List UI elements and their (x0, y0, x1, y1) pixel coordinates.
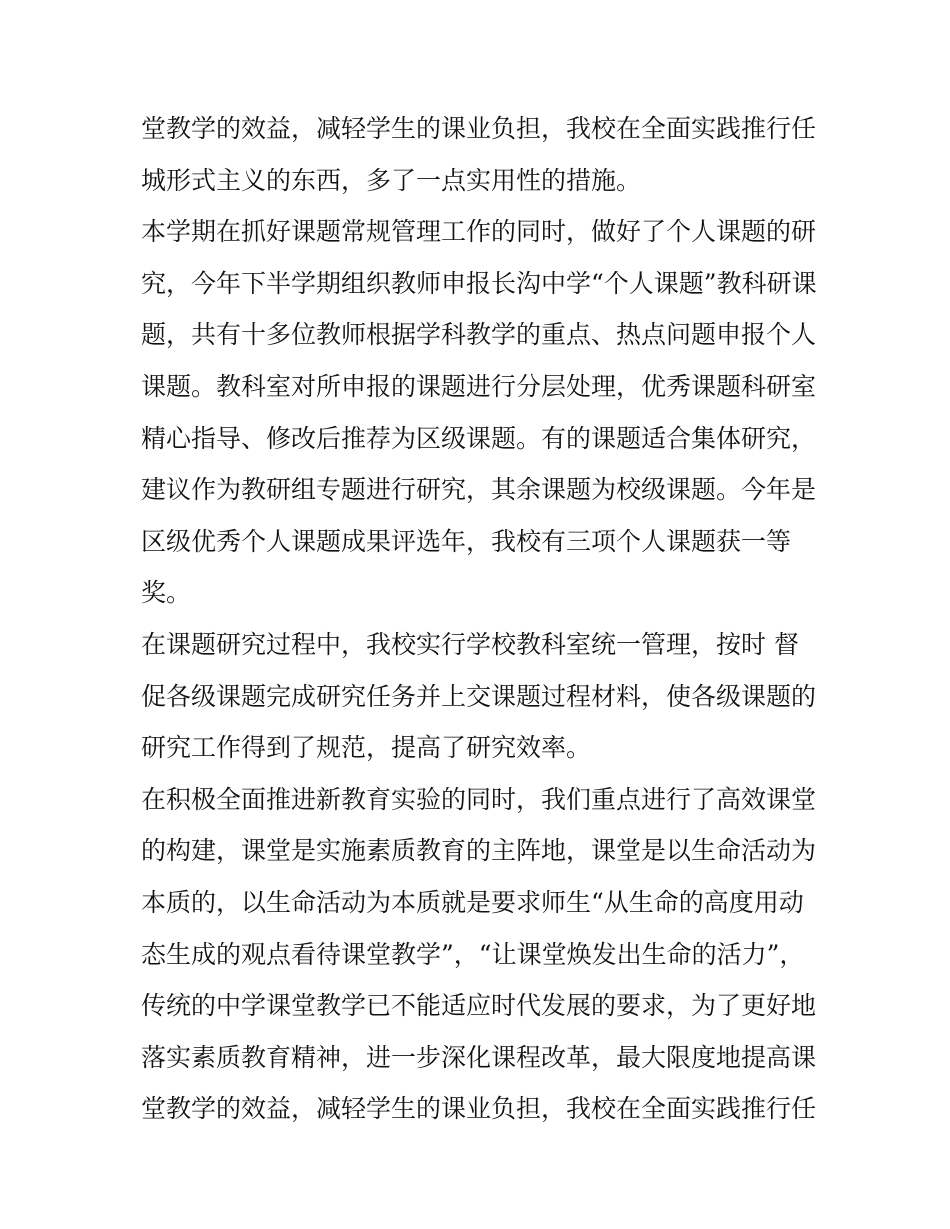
text-line: 促各级课题完成研究任务并上交课题过程材料，使各级课题的 (141, 681, 817, 711)
text-line: 城形式主义的东西，多了一点实用性的措施。 (141, 165, 642, 195)
text-line: 态生成的观点看待课堂教学”，“让课堂焕发出生命的活力”， (141, 939, 805, 969)
text-line: 题，共有十多位教师根据学科教学的重点、热点问题申报个人 (141, 320, 817, 350)
text-line: 传统的中学课堂教学已不能适应时代发展的要求，为了更好地 (141, 991, 817, 1021)
text-line: 究，今年下半学期组织教师申报长沟中学“个人课题”教科研课 (141, 268, 817, 298)
text-line: 的构建，课堂是实施素质教育的主阵地，课堂是以生命活动为 (141, 836, 817, 866)
text-line: 在课题研究过程中，我校实行学校教科室统一管理，按时 督 (141, 629, 799, 659)
text-line: 奖。 (141, 578, 192, 608)
document-body (141, 103, 821, 1135)
text-line: 本质的，以生命活动为本质就是要求师生“从生命的高度用动 (141, 887, 804, 917)
text-line: 课题。教科室对所申报的课题进行分层处理，优秀课题科研室 (141, 371, 817, 401)
text-line: 在积极全面推进新教育实验的同时，我们重点进行了高效课堂 (141, 784, 817, 814)
text-line: 区级优秀个人课题成果评选年，我校有三项个人课题获一等 (141, 526, 792, 556)
text-line: 落实素质教育精神，进一步深化课程改革，最大限度地提高课 (141, 1042, 817, 1072)
text-line: 本学期在抓好课题常规管理工作的同时，做好了个人课题的研 (141, 217, 817, 247)
text-line: 堂教学的效益，减轻学生的课业负担，我校在全面实践推行任 (141, 1094, 817, 1124)
text-line: 建议作为教研组专题进行研究，其余课题为校级课题。今年是 (141, 475, 817, 505)
text-line: 精心指导、修改后推荐为区级课题。有的课题适合集体研究， (141, 423, 817, 453)
text-line: 研究工作得到了规范，提高了研究效率。 (141, 733, 592, 763)
text-line: 堂教学的效益，减轻学生的课业负担，我校在全面实践推行任 (141, 114, 817, 143)
